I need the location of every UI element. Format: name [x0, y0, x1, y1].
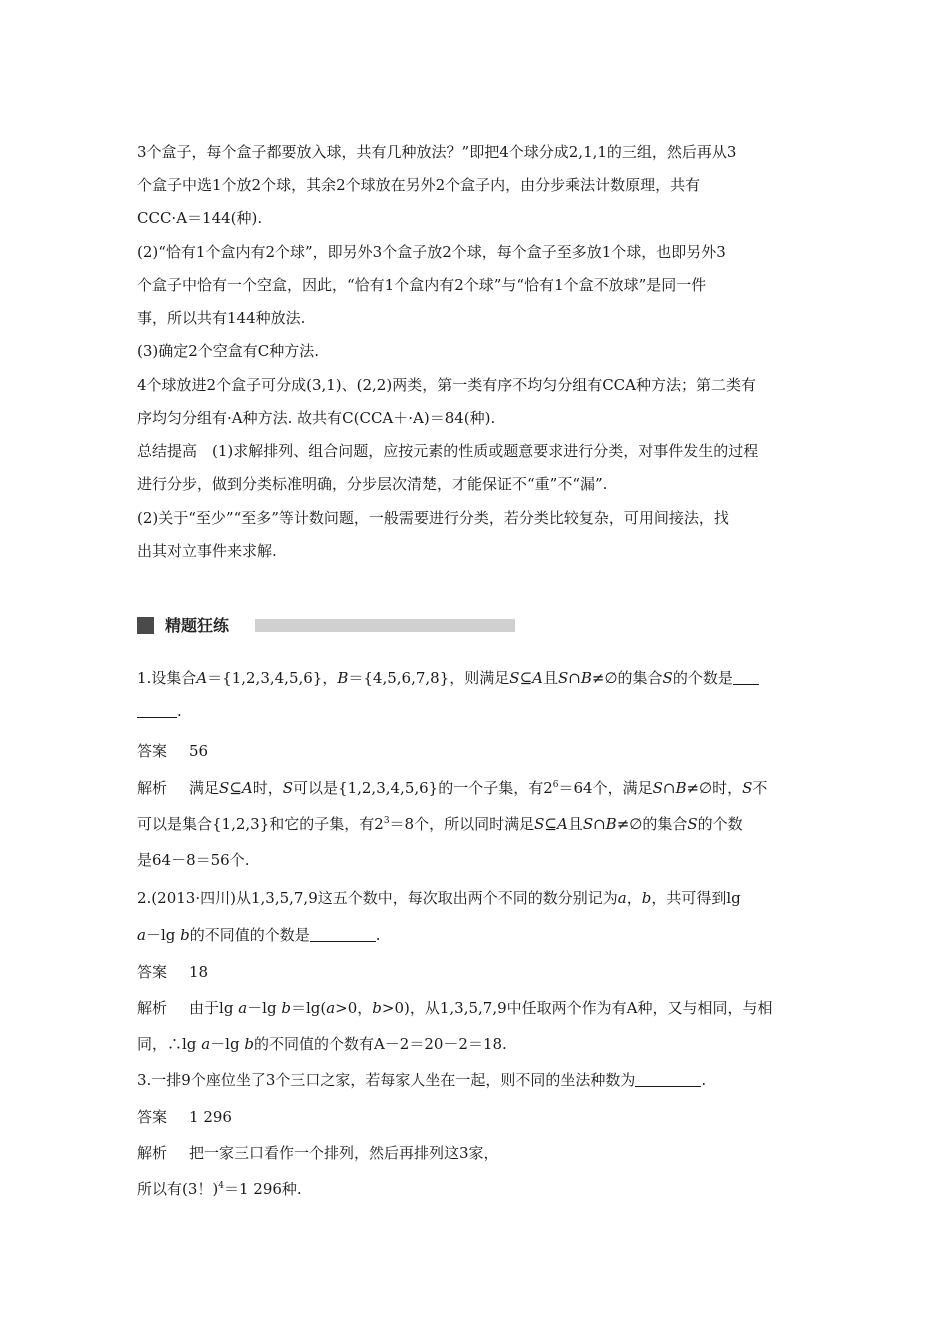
- answer-blank: [310, 927, 376, 942]
- paragraph-line: 个盒子中恰有一个空盒，因此，“恰有1个盒内有2个球”与“恰有1个盒不放球”是同一件: [137, 276, 707, 294]
- question-2-line: a－lg b的不同值的个数是 .: [137, 926, 381, 944]
- question-1-solution-line: 是64－8＝56个.: [137, 851, 250, 869]
- section-title: 精题狂练: [165, 616, 230, 635]
- answer-value: 1 296: [189, 1108, 232, 1126]
- summary-line: (2)关于“至少”“至多”等计数问题，一般需要进行分类，若分类比较复杂，可用间接法，找: [137, 509, 729, 527]
- answer-blank: [635, 1072, 701, 1087]
- solution-label: 解析: [137, 1144, 168, 1162]
- paragraph-line: 3个盒子，每个盒子都要放入球，共有几种放法？”即把4个球分成2,1,1的三组，然后再从3: [137, 143, 737, 161]
- question-1-blank-line: .: [137, 701, 817, 721]
- answer-value: 18: [189, 963, 209, 981]
- summary-line: 出其对立事件来求解.: [137, 542, 277, 560]
- solution-label: 解析: [137, 999, 168, 1017]
- summary-line: 进行分步，做到分类标准明确，分步层次清楚，才能保证不“重”不“漏”.: [137, 475, 608, 493]
- question-1-line: 1.设集合A＝{1,2,3,4,5,6}，B＝{4,5,6,7,8}，则满足S⊆A且S∩B≠∅的集合S的个数是: [137, 668, 817, 688]
- section-marker-icon: [137, 617, 154, 634]
- paragraph-line: 个盒子中选1个放2个球，其余2个球放在另外2个盒子内，由分步乘法计数原理，共有: [137, 176, 701, 194]
- solution-label: 解析: [137, 779, 168, 797]
- question-3-solution-line: 解析 把一家三口看作一个排列，然后再排列这3家，: [137, 1144, 499, 1162]
- paragraph-line: 事，所以共有144种放法.: [137, 309, 306, 327]
- section-header: [137, 615, 517, 637]
- question-2-solution-line: 同，∴lg a－lg b的不同值的个数有A－2＝20－2＝18.: [137, 1035, 507, 1053]
- question-1-solution-line: 解析 满足S⊆A时，S可以是{1,2,3,4,5,6}的一个子集，有$2^6=64$个，满足S∩B≠∅时，S不: [137, 779, 768, 797]
- answer-blank: [137, 703, 177, 718]
- paragraph-line: (2)“恰有1个盒内有2个球”，即另外3个盒子放2个球，每个盒子至多放1个球，也即另外3: [137, 243, 726, 261]
- question-3-line: 3.一排9个座位坐了3个三口之家，若每家人坐在一起，则不同的坐法种数为 .: [137, 1071, 707, 1089]
- paragraph-line: (3)确定2个空盒有C种方法.: [137, 342, 320, 360]
- answer-label: 答案: [137, 742, 168, 760]
- answer-value: 56: [189, 742, 209, 760]
- paragraph-line: 序均匀分组有·A种方法. 故共有C(CCA＋·A)＝84(种).: [137, 409, 496, 427]
- summary-line: 总结提高 (1)求解排列、组合问题，应按元素的性质或题意要求进行分类，对事件发生的过程: [137, 442, 759, 460]
- question-3-solution-line: 所以有(3！)$^4$＝1 296种.: [137, 1180, 302, 1198]
- paragraph-line: CCC·A＝144(种).: [137, 209, 263, 227]
- answer-blank: [733, 670, 759, 685]
- section-divider-bar: [255, 619, 515, 632]
- answer-label: 答案: [137, 1108, 168, 1126]
- question-2-solution-line: 解析 由于lg a－lg b＝lg(a>0，b>0)，从1,3,5,7,9中任取两个作为有A种，又与相同，与相: [137, 999, 773, 1017]
- question-3-answer: [137, 1107, 817, 1127]
- question-1-solution-line: 可以是集合{1,2,3}和它的子集，有$2^3=8$个，所以同时满足S⊆A且S∩B≠∅的集合S的个数: [137, 815, 743, 833]
- answer-label: 答案: [137, 963, 168, 981]
- question-1-answer: [137, 741, 817, 761]
- question-2-line: 2.(2013·四川)从1,3,5,7,9这五个数中，每次取出两个不同的数分别记为a，b，共可得到lg: [137, 889, 741, 907]
- paragraph-line: 4个球放进2个盒子可分成(3,1)、(2,2)两类，第一类有序不均匀分组有CCA种方法；第二类有: [137, 376, 756, 394]
- question-2-answer: [137, 962, 817, 982]
